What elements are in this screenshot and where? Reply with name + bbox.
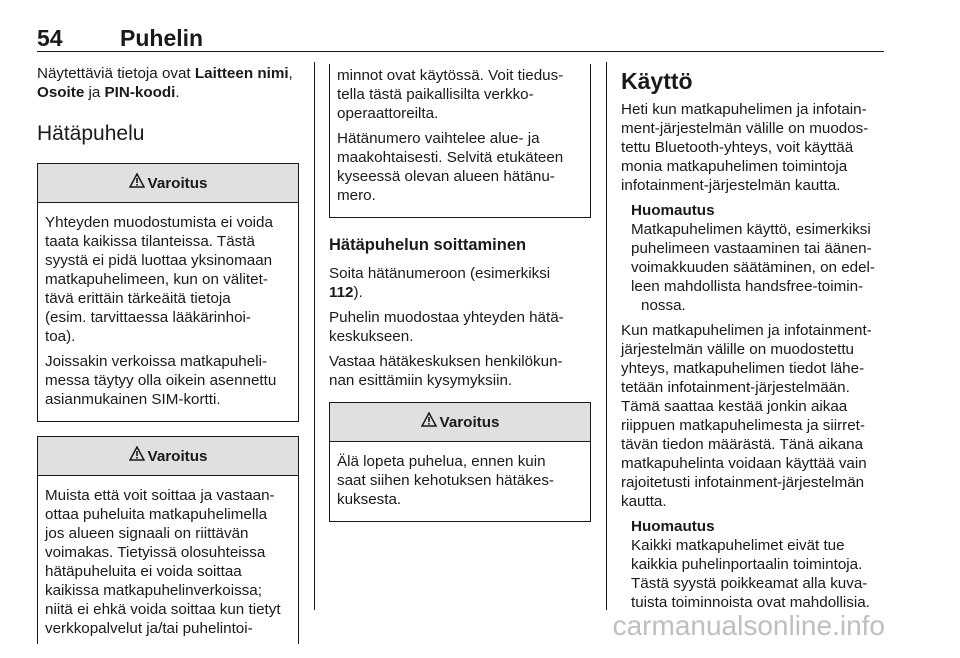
intro-paragraph: [37, 64, 299, 102]
text-line: taata kaikissa tilanteissa. Tästä: [45, 233, 255, 250]
text-line: maakohtaisesti. Selvitä etukäteen: [337, 149, 564, 166]
text-line: mero.: [337, 187, 376, 204]
text-line: saat siihen kehotuksen hätäkes-: [337, 472, 554, 489]
text-line: ottaa puheluita matkapuhelimella: [45, 506, 268, 523]
text-line: Kun matkapuhelimen ja infotainment-: [621, 322, 872, 339]
text-line: Hätänumero vaihtelee alue- ja: [337, 130, 540, 147]
emergency-number: 112: [329, 284, 354, 301]
warning-body: [330, 64, 590, 217]
column-2: [329, 64, 591, 536]
column-1: [37, 64, 299, 658]
warning-title: Varoitus: [439, 413, 500, 431]
warning-header: [330, 403, 590, 442]
warning-box-1: [37, 163, 299, 422]
intro-conjunction: ja: [84, 84, 105, 101]
warning-paragraph: [45, 486, 291, 638]
intro-separator: ,: [288, 65, 293, 82]
text-line: Puhelin muodostaa yhteyden hätä-: [329, 309, 564, 326]
text-line: infotainment-järjestelmän kautta.: [621, 177, 841, 194]
text-line: kuksesta.: [337, 491, 402, 508]
text-line: riippuen matkapuhelimesta ja siirret-: [621, 417, 865, 434]
text-line: (esim. tarvittaessa lääkärinhoi-: [45, 309, 251, 326]
column-3: [621, 64, 885, 618]
text-line: Joissakin verkoissa matkapuheli-: [45, 353, 267, 370]
text-line: nossa.: [641, 297, 686, 314]
subsection-title-making-emergency-call: Hätäpuhelun soittaminen: [329, 236, 527, 254]
text-line: järjestelmän välille on muodostettu: [621, 341, 854, 358]
warning-title: Varoitus: [147, 447, 208, 465]
section-title-usage: Käyttö: [621, 68, 693, 94]
column-divider-2: [606, 62, 607, 610]
text-line: kaikkia puhelinportaalin toimintoja.: [631, 556, 863, 573]
text-line: leen mahdollista handsfree-toimin-: [631, 278, 864, 295]
warning-paragraph: [337, 452, 583, 509]
text-line: tävän tiedon määrästä. Tänä aikana: [621, 436, 864, 453]
paragraph: [621, 100, 885, 195]
text-line: ment-järjestelmän välille on muodos-: [621, 120, 869, 137]
text-line: Soita hätänumeroon (esimerkiksi: [329, 265, 551, 282]
text-line: puhelimeen vastaaminen tai äänen-: [631, 240, 872, 257]
text-line: tettu Bluetooth-yhteys, voit käyttää: [621, 139, 854, 156]
warning-paragraph: [45, 213, 291, 346]
text-line: kautta.: [621, 493, 667, 510]
intro-device-name: Laitteen nimi: [194, 65, 289, 82]
text-line: Tämä saattaa kestää jonkin aikaa: [621, 398, 848, 415]
text-line: asianmukainen SIM-kortti.: [45, 391, 221, 408]
note-2: [631, 517, 885, 612]
text-line: tuista toiminnoista ovat mahdollisia.: [631, 594, 870, 611]
text-line: toa).: [45, 328, 76, 345]
text-line: Kaikki matkapuhelimet eivät tue: [631, 537, 845, 554]
warning-header: [38, 437, 298, 476]
text-line: matkapuhelinta voidaan käyttää vain: [621, 455, 867, 472]
text-line: tella tästä paikallisilta verkko-: [337, 86, 534, 103]
intro-pin-code: PIN-koodi: [104, 84, 176, 101]
note-title: Huomautus: [631, 518, 715, 535]
warning-box-3: [329, 402, 591, 522]
warning-body: [38, 476, 298, 644]
text-line: jos alueen signaali on riittävän: [45, 525, 249, 542]
text-line: Heti kun matkapuhelimen ja infotain-: [621, 101, 867, 118]
note-1: [631, 201, 885, 315]
note-title: Huomautus: [631, 202, 715, 219]
watermark: carmanualsonline.info: [612, 610, 885, 641]
text-line: Tästä syystä poikkeamat alla kuva-: [631, 575, 868, 592]
warning-header: [38, 164, 298, 203]
paragraph: [621, 321, 885, 511]
text-line: voimakas. Tietyissä olosuhteissa: [45, 544, 266, 561]
warning-icon: [421, 412, 437, 432]
warning-paragraph: [337, 66, 583, 123]
text-line: minnot ovat käytössä. Voit tiedus-: [337, 67, 564, 84]
text-line: Yhteyden muodostumista ei voida: [45, 214, 273, 231]
paragraph: [329, 308, 591, 346]
text-line: Muista että voit soittaa ja vastaan-: [45, 487, 275, 504]
text-line: syystä ei pidä luottaa yksinomaan: [45, 252, 273, 269]
text-line: tetään infotainment-järjestelmään.: [621, 379, 850, 396]
warning-box-continued: [329, 64, 591, 218]
section-title-emergency-call: Hätäpuhelu: [37, 122, 145, 145]
text-end: ).: [353, 284, 363, 301]
intro-address: Osoite: [37, 84, 85, 101]
text-line: nan esittämiin kysymyksiin.: [329, 372, 513, 389]
paragraph: [329, 264, 591, 302]
warning-paragraph: [337, 129, 583, 205]
text-line: niitä ei ehkä voida soittaa kun tietyt: [45, 601, 281, 618]
paragraph: [329, 352, 591, 390]
header-rule: [37, 51, 884, 52]
intro-end: .: [175, 84, 180, 101]
warning-icon: [129, 173, 145, 193]
text-line: tävä erittäin tärkeäitä tietoja: [45, 290, 231, 307]
warning-title: Varoitus: [147, 174, 208, 192]
text-line: matkapuhelimeen, kun on välitet-: [45, 271, 268, 288]
text-line: operaattoreilta.: [337, 105, 439, 122]
warning-body: [38, 203, 298, 421]
text-line: Matkapuhelimen käyttö, esimerkiksi: [631, 221, 871, 238]
text-line: voimakkuuden säätäminen, on edel-: [631, 259, 875, 276]
column-divider-1: [314, 62, 315, 610]
warning-paragraph: [45, 352, 291, 409]
text-line: yhteys, matkapuhelimen tiedot lähe-: [621, 360, 865, 377]
text-line: keskukseen.: [329, 328, 414, 345]
text-line: rajoitetusti infotainment-järjestelmän: [621, 474, 865, 491]
text-line: hätäpuheluita ei voida soittaa: [45, 563, 242, 580]
text-line: Vastaa hätäkeskuksen henkilökun-: [329, 353, 563, 370]
text-line: messa täytyy olla oikein asennettu: [45, 372, 277, 389]
page-title: Puhelin: [120, 25, 204, 51]
warning-icon: [129, 446, 145, 466]
text-line: Älä lopeta puhelua, ennen kuin: [337, 453, 546, 470]
warning-box-2: [37, 436, 299, 644]
warning-body: [330, 442, 590, 521]
text-line: verkkopalvelut ja/tai puhelintoi-: [45, 620, 253, 637]
intro-text: Näytettäviä tietoja ovat: [37, 65, 195, 82]
text-line: monia matkapuhelimen toimintoja: [621, 158, 848, 175]
text-line: kyseessä olevan alueen hätänu-: [337, 168, 555, 185]
page-number: 54: [37, 25, 63, 51]
text-line: kaikissa matkapuhelinverkoissa;: [45, 582, 262, 599]
